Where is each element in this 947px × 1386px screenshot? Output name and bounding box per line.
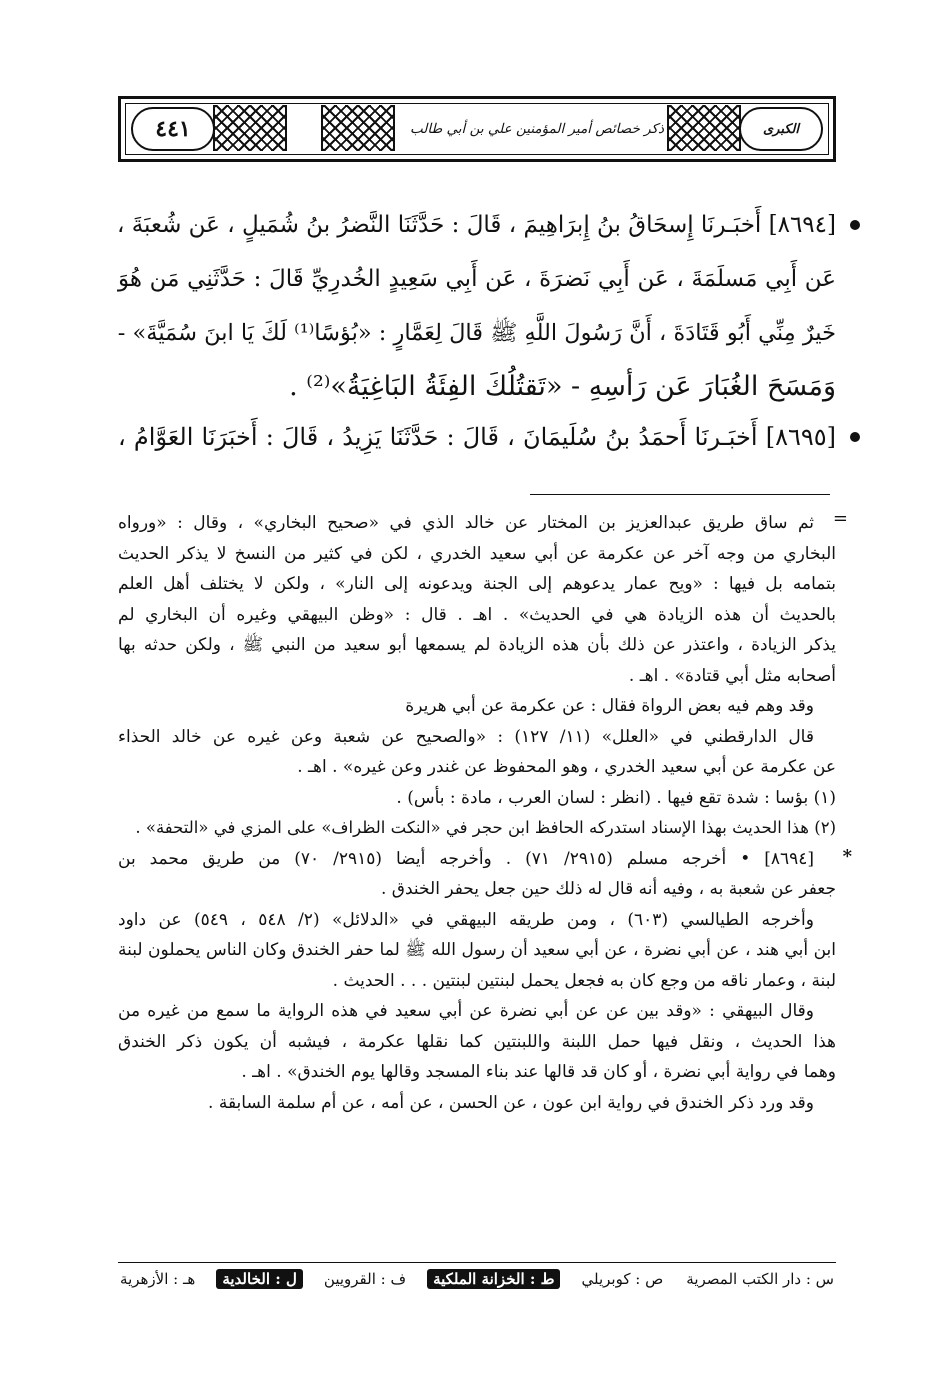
footnote-line: ابن أبي هند ، عن أبي نضرة ، عن أبي سعيد أن رسول الله ﷺ لما حفر الخندق وكان الناس يحملون لبنة xyxy=(118,940,836,960)
hadith-line: خَيرٌ مِنِّي أَبُو قَتَادَةَ ، أَنَّ رَسُولَ اللَّهِ ﷺ قَالَ لِعَمَّارٍ : «بُؤسًا⁽¹⁾ لَكَ يَا ابنَ سُمَيَّةَ» - xyxy=(117,320,836,346)
hadith-8694 xyxy=(118,198,836,414)
footnote-line: لبنة ، وعمار ناقه من وجع كان به فجعل يحمل لبنتين لبنتين . . . الحديث . xyxy=(332,970,836,991)
manuscript-sigla xyxy=(118,1266,836,1292)
running-title: ذكر خصائص أمير المؤمنين علي بن أبي طالب xyxy=(410,121,664,137)
footnote-line: بتمامه بل فيها : «ويح عمار يدعوهم إلى الجنة ويدعونه إلى النار» ، ولكن لا يختلف أهل العلم xyxy=(118,574,836,594)
siglum: س : دار الكتب المصرية xyxy=(686,1270,834,1288)
footnote-line: عن عكرمة عن أبي سعيد الخدري ، وهو المحفوظ عن غندر وعن غيره» . اهـ . xyxy=(297,757,836,777)
footnote-line: وقد وهم فيه بعض الرواة فقال : عن عكرمة عن أبي هريرة xyxy=(405,696,814,716)
takhrij-star-icon: * xyxy=(842,845,852,867)
footnote-line: أصحابه مثل أبي قتادة» . اهـ . xyxy=(628,665,836,686)
ornament-right xyxy=(667,105,741,151)
continuation-mark: = xyxy=(832,508,848,529)
footnote-line: بالحديث أن هذه الزيادة هي في الحديث» . اهـ . قال : «وظن البيهقي وغيره أن البخاري لم xyxy=(118,604,836,625)
hadith-8695 xyxy=(118,410,836,464)
footnote-line: يذكر الزيادة ، واعتذر عن ذلك بأن هذه الزيادة لم يسمعها أبو سعيد من النبي ﷺ ، ولكن حدثه بها xyxy=(118,635,836,655)
hadith-line: [٨٦٩٥] أَخبَـرنَا أَحمَدُ بنُ سُلَيمَانَ ، قَالَ : حَدَّثَنَا يَزِيدُ ، قَالَ : أَخبَرَنَا العَوَّامُ ، xyxy=(118,423,836,451)
takhrij-block xyxy=(118,844,852,905)
hadith-line: عَن أَبِي مَسلَمَةَ ، عَن أَبِي نَضرَةَ ، عَن أَبِي سَعِيدٍ الخُدرِيِّ قَالَ : حَدَّثَنِي مَن هُوَ xyxy=(118,266,836,292)
footnote-line: ثم ساق طريق عبدالعزيز بن المختار عن خالد الذي في «صحيح البخاري» ، وقال : «ورواه xyxy=(118,513,814,533)
ornament-left xyxy=(213,105,287,151)
page-number: ٤٤١ xyxy=(131,107,215,151)
hadith-line: وَمَسَحَ الغُبَارَ عَن رَأسِهِ - «تَقتُلُكَ الفِئَةُ البَاغِيَةُ»⁽²⁾ . xyxy=(289,371,836,402)
siglum: هـ : الأزهرية xyxy=(120,1270,196,1288)
hadith-bullet-icon xyxy=(850,220,860,230)
hadith-bullet-icon xyxy=(850,432,860,442)
footnote-line: وقد ورد ذكر الخندق في رواية ابن عون ، عن الحسن ، عن أمه ، عن أم سلمة السابقة . xyxy=(208,1092,814,1113)
footnote-line: البخاري من وجه آخر عن عكرمة عن أبي سعيد الخدري ، لكن في كثير من النسخ لا يذكر الحديث xyxy=(118,543,836,564)
siglum: ص : كوبريلي xyxy=(581,1270,664,1288)
footnote-line: جعفر عن شعبة به ، وفيه أنه قال له ذلك حين جعل يحفر الخندق . xyxy=(381,879,836,899)
footnote-1: (١) بؤسا : شدة تقع فيها . (انظر : لسان العرب ، مادة : بأس) . xyxy=(396,787,836,808)
footnote-line: قال الدارقطني في «العلل» (١١/ ١٢٧) : «والصحيح عن شعبة وعن غيره عن خالد الحذاء xyxy=(118,726,814,747)
siglum: ف : القرويين xyxy=(323,1270,407,1288)
footnote-2: (٢) هذا الحديث بهذا الإسناد استدركه الحافظ ابن حجر في «النكت الظراف» على المزي في «التحفة» . xyxy=(135,818,836,837)
book-emblem: الكبرى xyxy=(739,107,823,151)
footnote-line: هذا الحديث ، ونقل فيها حمل اللبنة واللبنتين كما نقلها عكرمة ، فيشبه أن يكون ذكر الخندق xyxy=(118,1031,836,1052)
siglum-highlighted: ط : الخزانة الملكية xyxy=(427,1269,560,1289)
footnote-line: [٨٦٩٤] • أخرجه مسلم (٢٩١٥/ ٧١) . وأخرجه أيضا (٢٩١٥/ ٧٠) من طريق محمد بن xyxy=(118,848,815,869)
page-header xyxy=(118,96,836,162)
siglum-highlighted: ل : الخالدية xyxy=(216,1269,303,1289)
hadith-line: [٨٦٩٤] أَخبَـرنَا إِسحَاقُ بنُ إِبرَاهِيمَ ، قَالَ : حَدَّثَنَا النَّضرُ بنُ شُمَيلٍ ، عَن شُعبَةَ ، xyxy=(116,212,836,238)
footnote-line: وهما في رواية أبي نضرة ، أو كان قد قالها عند بناء المسجد وقالها يوم الخندق» . اهـ . xyxy=(241,1062,836,1082)
footnote-line: وقال البيهقي : «وقد بين عن عن أبي نضرة عن أبي سعيد في هذه الرواية ما سمع من غيره من xyxy=(118,1001,814,1021)
ornament-left-inner xyxy=(321,105,395,151)
footnote-line: وأخرجه الطيالسي (٦٠٣) ، ومن طريقه البيهقي في «الدلائل» (٢/ ٥٤٨ ، ٥٤٩) عن داود xyxy=(118,909,814,930)
footnote-separator xyxy=(530,494,830,495)
footnotes xyxy=(118,508,852,1118)
footer-rule xyxy=(118,1262,836,1263)
